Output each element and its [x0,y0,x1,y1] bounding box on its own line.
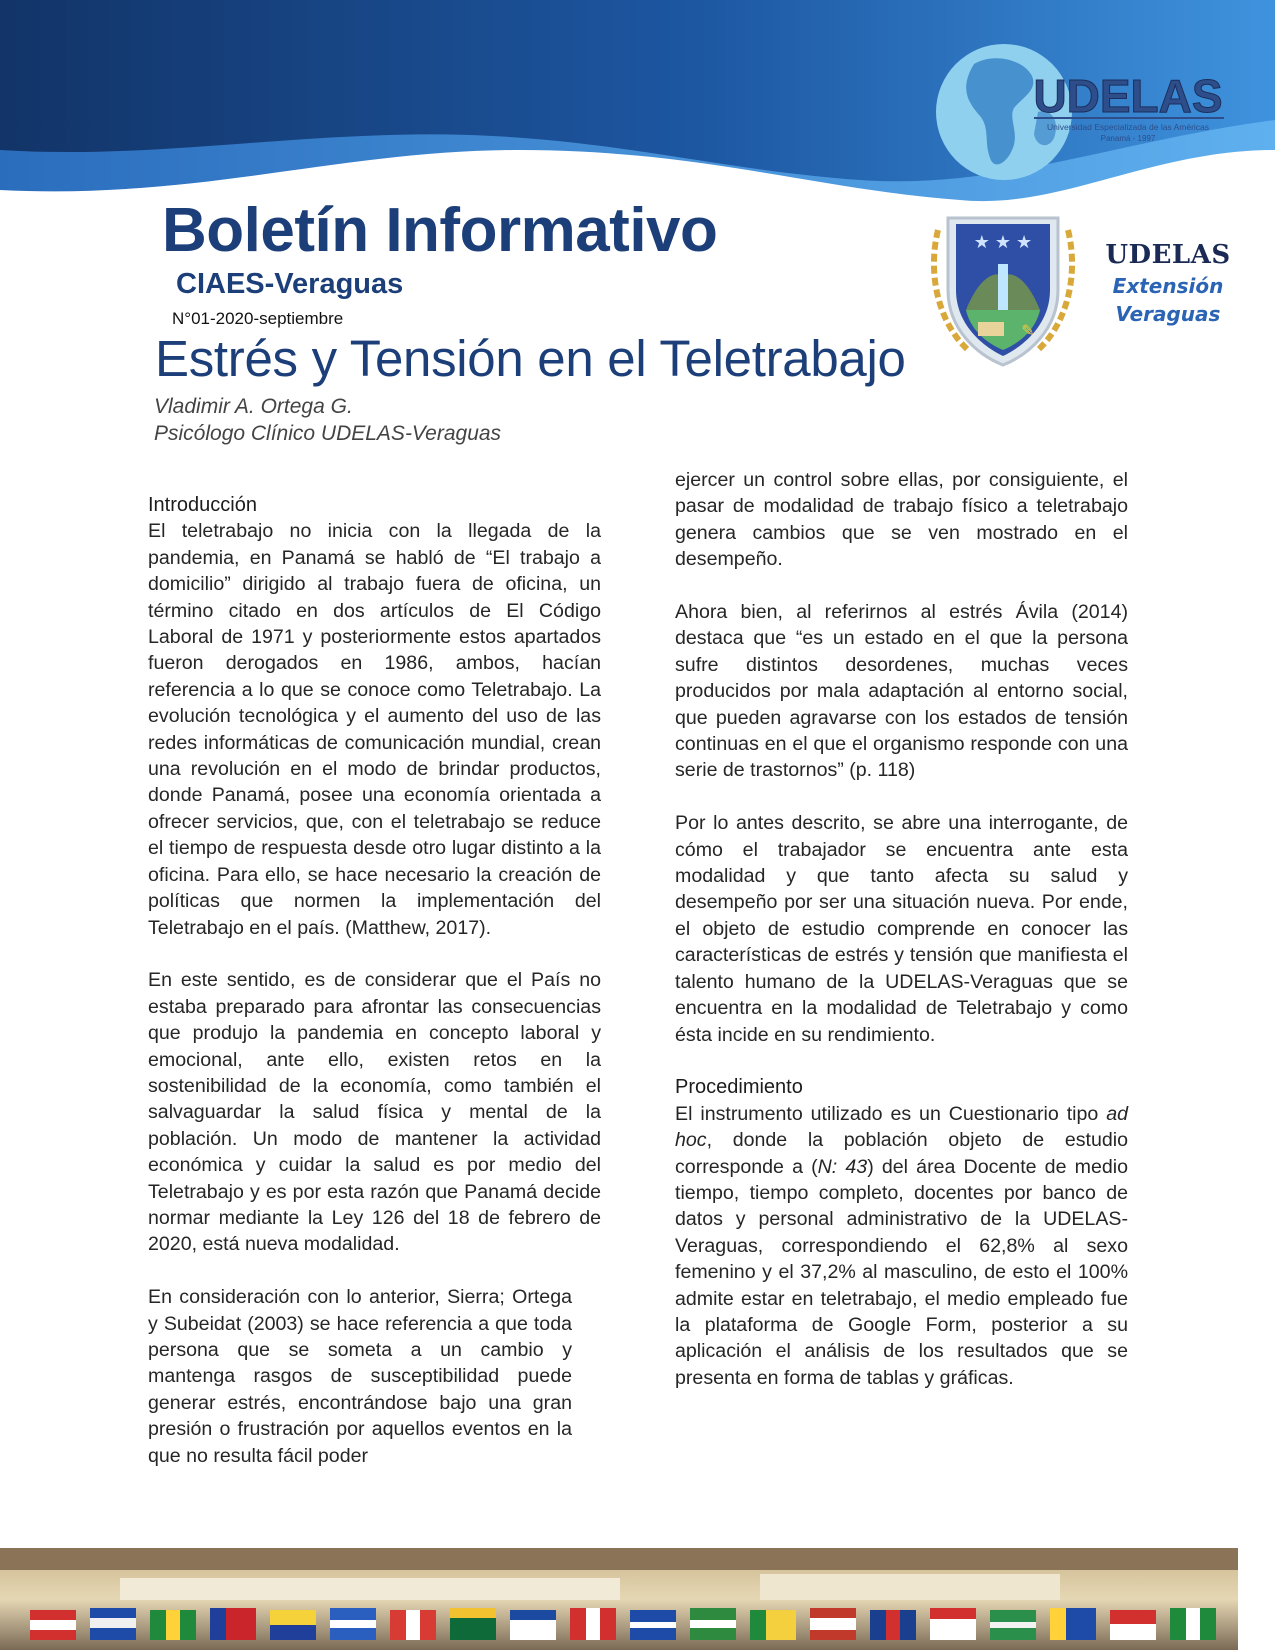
intro-paragraph-3: En consideración con lo anterior, Sierra; Ortega y Subeidat (2003) se hace referencia a que toda persona que se someta a un cambio y mantenga rasgos de susceptibilidad puede generar estrés, encontrándose bajo una gran presión o frustración por aquellos eventos en la que no resulta fácil poder [148,1286,572,1467]
author-name: Vladimir A. Ortega G. [154,395,353,418]
article-title: Estrés y Tensión en el Teletrabajo [155,330,906,387]
bulletin-title: Boletín Informativo [162,196,718,265]
intro-paragraph-1: El teletrabajo no inicia con la llegada de la pandemia, en Panamá se habló de “El trabajo a domicilio” dirigido al trabajo fuera de oficina, un término citado en dos artículos de El Código Laboral de 1971 y posteriormente estos apartados fueron derogados en 1986, ambos, hacían referencia a lo que se conoce como Teletrabajo. La evolución tecnológica y el aumento del uso de las redes informáticas de comunicación mundial, crean una revolución en el modo de brindar productos, donde Panamá, posee una economía orientada a ofrecer servicios, que, con el teletrabajo se reduce el tiempo de respuesta desde otro lugar distinto a la oficina. Para ello, se hace necesario la creación de políticas que normen la implementación del Teletrabajo en el país. (Matthew, 2017). [148,520,601,939]
extension-shield-logo [918,210,1088,370]
udelas-wordmark: UDELAS [1033,70,1223,122]
footer-flags-photo [0,1548,1238,1650]
extension-logo-text [1098,240,1238,326]
left-column [148,492,601,1469]
bulletin-subtitle: CIAES-Veraguas [176,268,404,300]
right-paragraph-1: ejercer un control sobre ellas, por consiguiente, el pasar de modalidad de trabajo físico a teletrabajo genera cambios que se ven mostrado en el desempeño. [675,469,1128,571]
udelas-globe-logo [934,42,1234,182]
udelas-tagline: Universidad Especializada de las Américas [1046,122,1210,132]
intro-heading: Introducción [148,494,257,516]
intro-paragraph-2: En este sentido, es de considerar que el País no estaba preparado para afrontar las consecuencias que produjo la pandemia en concepto laboral y emocional, ante ello, existen retos en la sostenibilidad de la economía, como también el salvaguardar la salud física y mental de la población. Un modo de mantener la actividad económica y cuidar la salud es por medio del Teletrabajo y es por esta razón que Panamá decide normar mediante la Ley 126 del 18 de febrero de 2020, está nueva modalidad. [148,969,601,1256]
waterfall-icon [998,264,1008,316]
extension-logo-line1: UDELAS [1105,240,1231,270]
stars-icon: ★ ★ ★ [973,232,1033,252]
right-column [675,467,1128,1391]
udelas-place-year: Panamá - 1997 [1100,134,1156,143]
extension-logo-line2: Extensión [1112,274,1224,298]
book-icon [978,322,1004,336]
extension-logo-line3: Veraguas [1115,302,1221,326]
right-paragraph-2: Ahora bien, al referirnos al estrés Ávila (2014) destaca que “es un estado en el que la persona sufre distintos desordenes, muchas veces producidos por mala adaptación al entorno social, que pueden agravarse con los estados de tensión continuas en el que el organismo responde con una serie de trastornos” (p. 118) [675,601,1128,782]
author-role: Psicólogo Clínico UDELAS-Veraguas [154,422,502,445]
procedure-paragraph: El instrumento utilizado es un Cuestionario tipo ad hoc, donde la población objeto de estudio corresponde a (N: 43) del área Docente de medio tiempo, tiempo completo, docentes por banco de datos y personal administrativo de la UDELAS-Veraguas, correspondiendo el 62,8% al sexo femenino y el 37,2% al masculino, de esto el 100% admite estar en teletrabajo, el medio empleado fue la plataforma de Google Form, posterior a su aplicación el análisis de los resultados que se presenta en forma de tablas y gráficas. [675,1102,1128,1389]
issue-number: N°01-2020-septiembre [172,309,344,328]
author-block [154,393,501,447]
right-paragraph-3: Por lo antes descrito, se abre una interrogante, de cómo el trabajador se encuentra ante esta modalidad y que tanto afecta su salud y desempeño por ser una situación nueva. Por ende, el objeto de estudio comprende en conocer las características de estrés y tensión que manifiesta el talento humano de la UDELAS-Veraguas que se encuentra en la modalidad de Teletrabajo y como ésta incide en su rendimiento. [675,812,1128,1046]
procedure-heading: Procedimiento [675,1076,803,1099]
lamp-icon: ✎ [1021,323,1035,340]
